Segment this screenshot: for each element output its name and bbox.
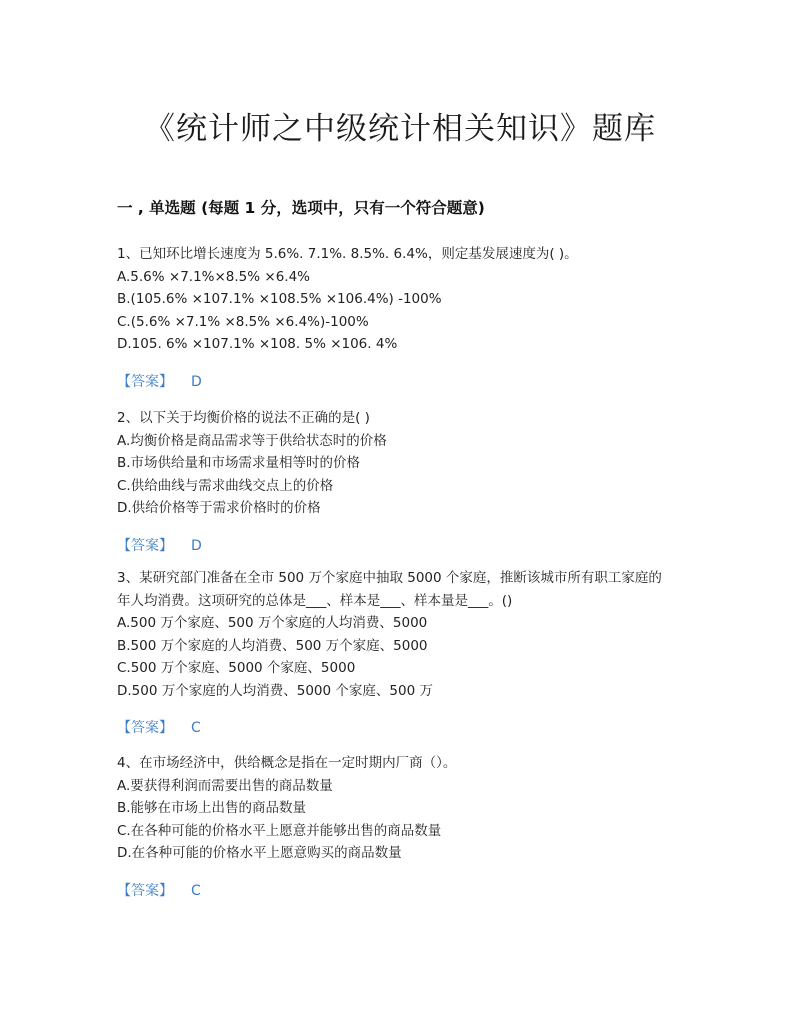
question-3-answer bbox=[117, 717, 697, 739]
question-3-option-a: A.500 万个家庭、500 万个家庭的人均消费、5000 bbox=[117, 615, 428, 631]
answer-tag: 【答案】 bbox=[117, 720, 173, 736]
answer-tag: 【答案】 bbox=[117, 882, 173, 899]
question-1-option-c: C.(5.6% ×7.1% ×8.5% ×6.4%)-100% bbox=[117, 313, 369, 330]
question-2-stem: 2、以下关于均衡价格的说法不正确的是( ) bbox=[117, 410, 370, 426]
question-1-option-a: A.5.6% ×7.1%×8.5% ×6.4% bbox=[117, 268, 310, 285]
answer-value: C bbox=[191, 720, 201, 736]
question-4-answer bbox=[117, 880, 697, 902]
question-3-option-d: D.500 万个家庭的人均消费、5000 个家庭、500 万 bbox=[117, 682, 433, 699]
question-2-option-a: A.均衡价格是商品需求等于供给状态时的价格 bbox=[117, 432, 387, 449]
question-1-option-d: D.105. 6% ×107.1% ×108. 5% ×106. 4% bbox=[117, 336, 398, 352]
question-2-option-d: D.供给价格等于需求价格时的价格 bbox=[117, 500, 321, 516]
question-2-answer bbox=[117, 535, 697, 557]
question-3-option-c: C.500 万个家庭、5000 个家庭、5000 bbox=[117, 660, 356, 676]
answer-tag: 【答案】 bbox=[117, 537, 173, 554]
question-2-option-b: B.市场供给量和市场需求量相等时的价格 bbox=[117, 455, 361, 471]
answer-value: D bbox=[191, 373, 202, 390]
question-4-option-d: D.在各种可能的价格水平上愿意购买的商品数量 bbox=[117, 845, 402, 861]
question-4 bbox=[117, 752, 697, 902]
question-4-option-b: B.能够在市场上出售的商品数量 bbox=[117, 800, 307, 816]
question-4-option-a: A.要获得利润而需要出售的商品数量 bbox=[117, 777, 333, 794]
question-3-option-b: B.500 万个家庭的人均消费、500 万个家庭、5000 bbox=[117, 637, 428, 654]
answer-tag: 【答案】 bbox=[117, 373, 173, 390]
question-1-answer bbox=[117, 371, 697, 393]
question-1 bbox=[117, 243, 697, 393]
question-4-option-c: C.在各种可能的价格水平上愿意并能够出售的商品数量 bbox=[117, 822, 442, 839]
answer-value: C bbox=[191, 882, 201, 899]
answer-value: D bbox=[191, 537, 202, 554]
question-2-option-c: C.供给曲线与需求曲线交点上的价格 bbox=[117, 477, 334, 494]
question-1-option-b: B.(105.6% ×107.1% ×108.5% ×106.4%) -100% bbox=[117, 291, 442, 307]
question-3-stem-line-1: 3、某研究部门准备在全市 500 万个家庭中抽取 5000 个家庭，推断该城市所有职工家庭的 bbox=[117, 570, 662, 586]
question-4-stem: 4、在市场经济中，供给概念是指在一定时期内厂商（）。 bbox=[117, 755, 457, 771]
question-2 bbox=[117, 407, 697, 557]
question-3-stem-line-2: 年人均消费。这项研究的总体是___、样本是___、样本量是___。() bbox=[117, 592, 513, 609]
question-1-stem: 1、已知环比增长速度为 5.6%. 7.1%. 8.5%. 6.4%，则定基发展速度为( )。 bbox=[117, 246, 578, 262]
document-title: 《统计师之中级统计相关知识》题库 bbox=[144, 111, 656, 147]
question-3 bbox=[117, 567, 697, 739]
section-heading: 一 , 单选题 (每题 1 分，选项中，只有一个符合题意) bbox=[117, 199, 485, 217]
